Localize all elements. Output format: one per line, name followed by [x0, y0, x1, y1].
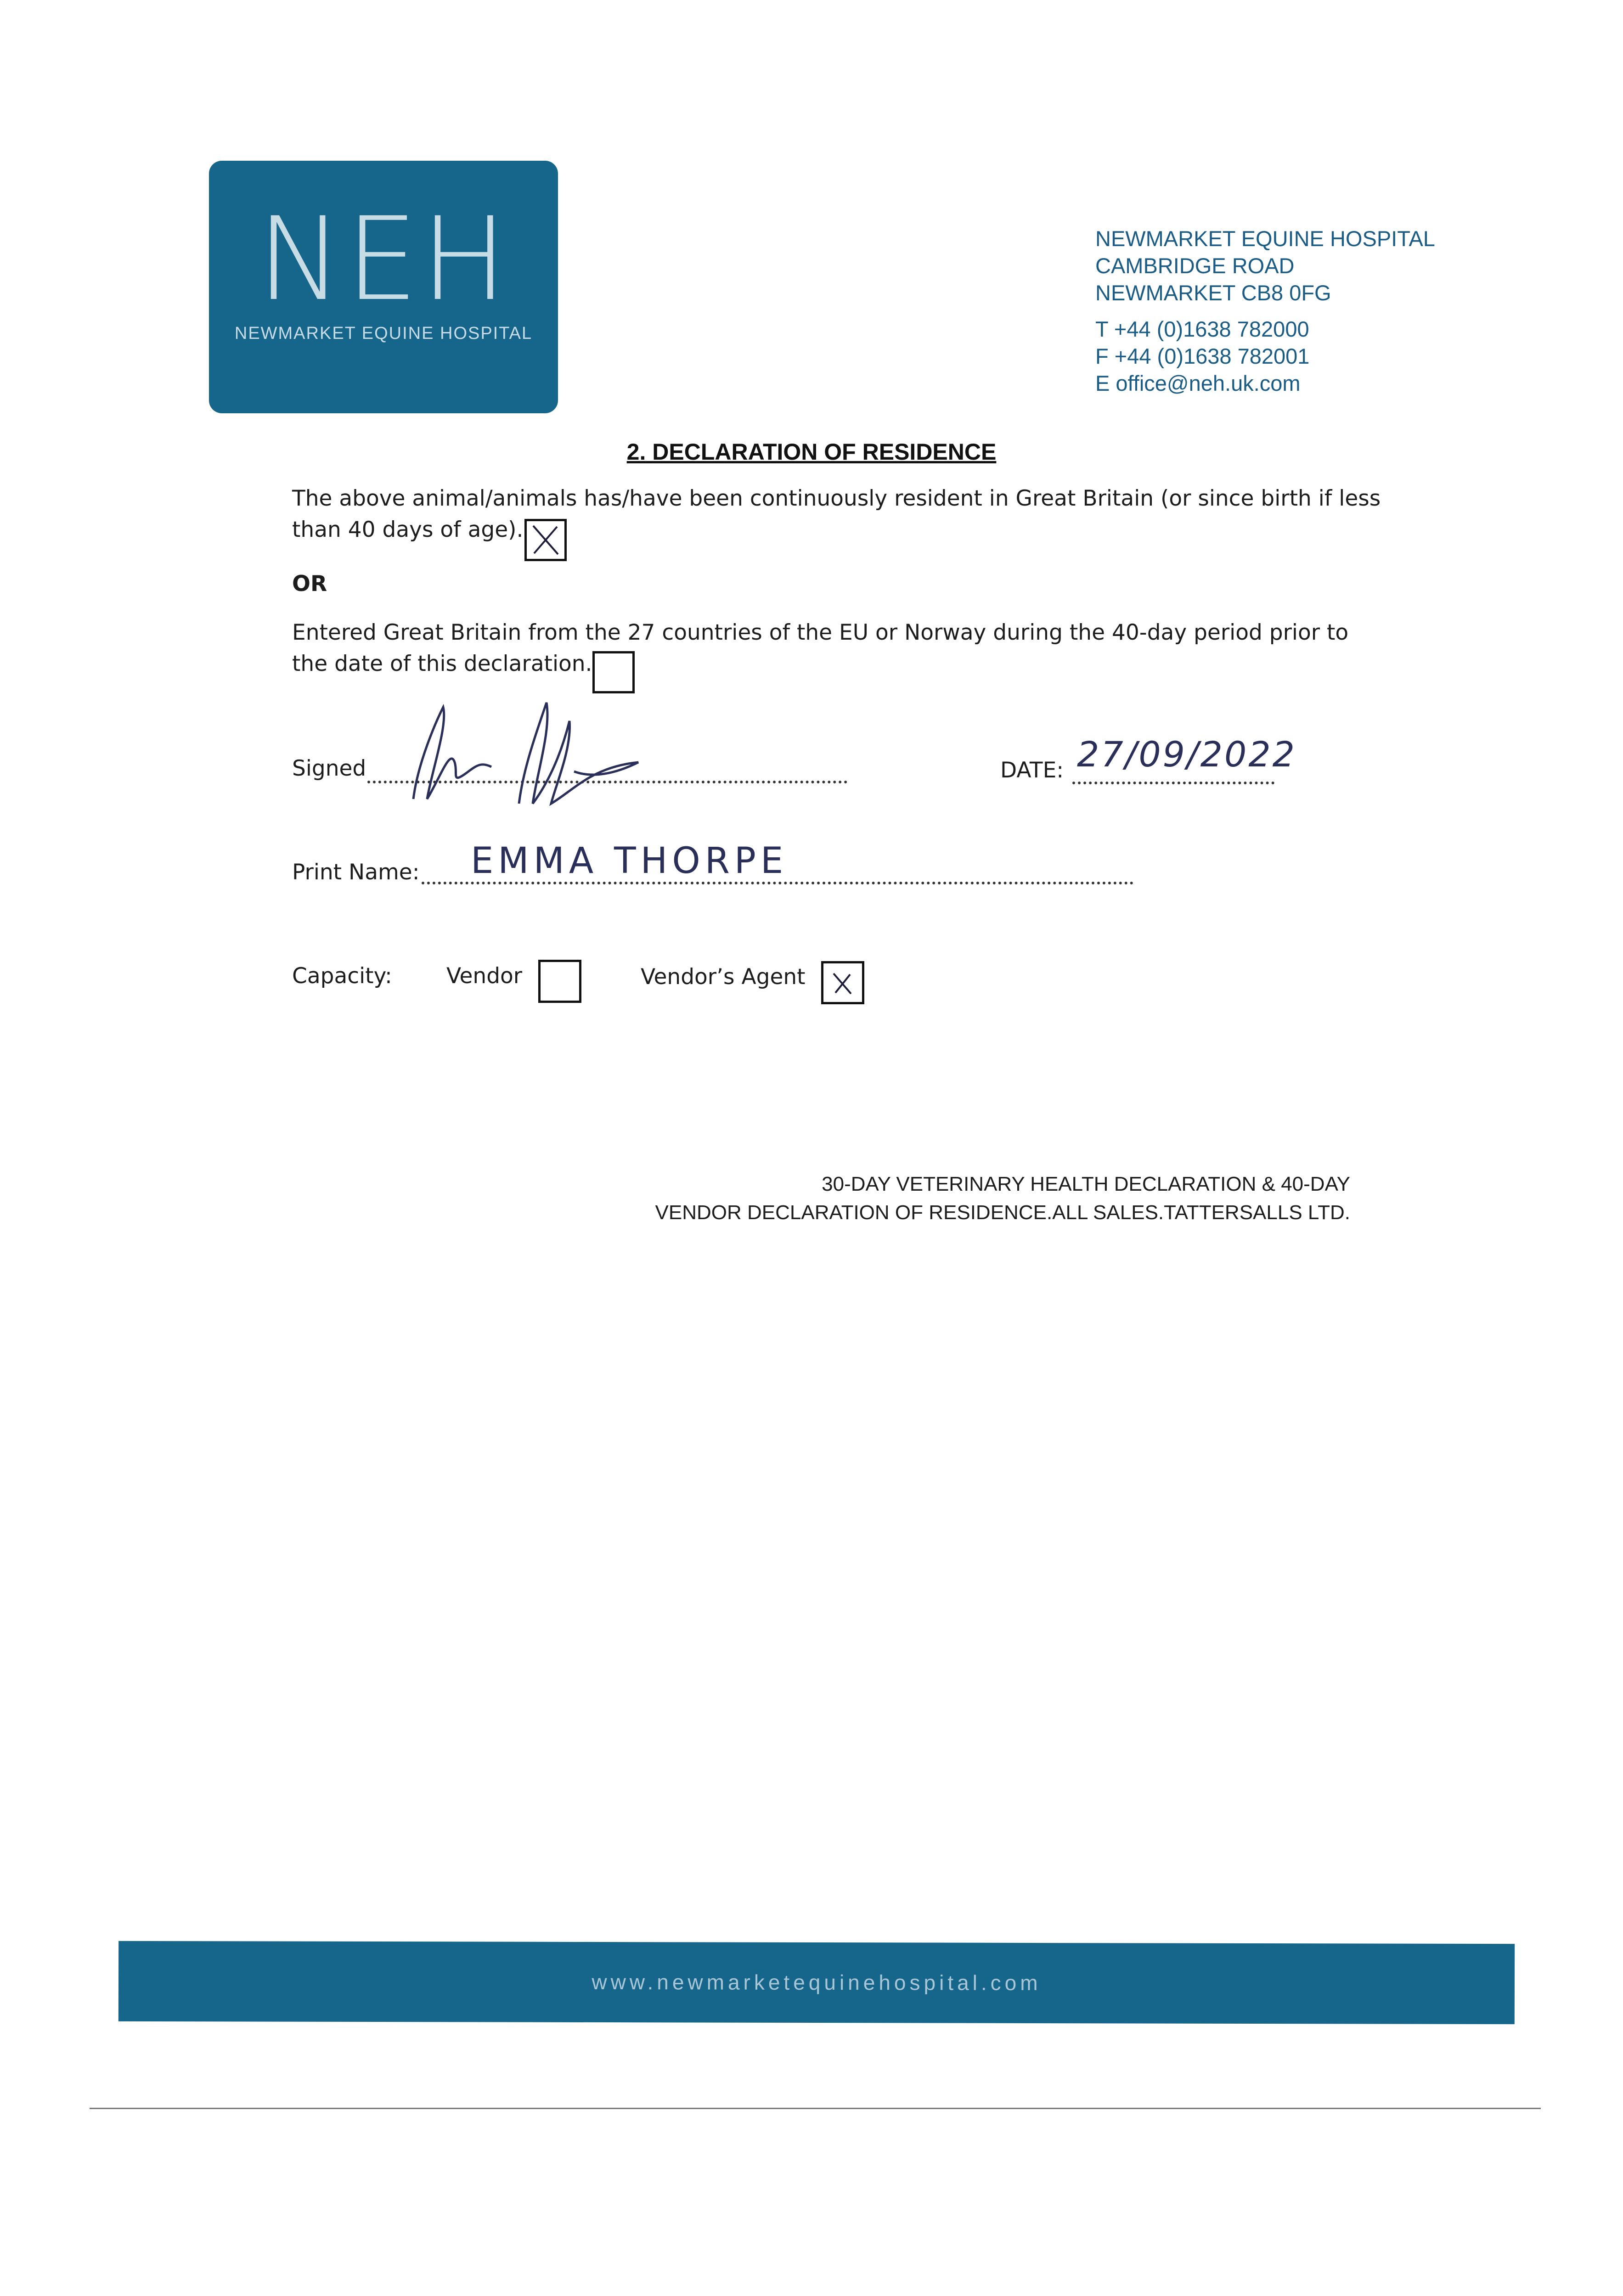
capacity-label: Capacity: [292, 963, 392, 989]
print-name-value: EMMA THORPE [471, 840, 788, 882]
or-label: OR [292, 571, 327, 597]
section-title: 2. DECLARATION OF RESIDENCE [626, 439, 997, 465]
form-reference-line-1: 30-DAY VETERINARY HEALTH DECLARATION & 40-DAY [822, 1173, 1350, 1195]
print-name-label: Print Name: [292, 860, 420, 885]
signed-label: Signed [292, 756, 366, 781]
statement-2-line-2: the date of this declaration. [292, 651, 592, 676]
signature-image [400, 693, 657, 813]
telephone: T +44 (0)1638 782000 [1095, 317, 1309, 341]
website-link[interactable]: www.newmarketequinehospital.com [592, 1970, 1042, 1995]
form-reference-line-2: VENDOR DECLARATION OF RESIDENCE.ALL SALES.TATTERSALLS LTD. [655, 1201, 1350, 1224]
address-line: NEWMARKET EQUINE HOSPITAL [1095, 226, 1435, 251]
checkmark-x-icon [527, 521, 564, 559]
email: E office@neh.uk.com [1095, 371, 1301, 395]
resident-checkbox[interactable] [524, 519, 567, 561]
date-line[interactable] [1072, 776, 1274, 784]
form-reference [655, 1170, 1350, 1227]
footer-bar [118, 1941, 1515, 2024]
vendor-checkbox[interactable] [538, 960, 581, 1003]
statement-1-line-1: The above animal/animals has/have been continuously resident in Great Britain (or since birth if less [292, 486, 1381, 511]
checkmark-x-icon [823, 963, 862, 1002]
page-divider [90, 2108, 1541, 2109]
address-line: NEWMARKET CB8 0FG [1095, 281, 1331, 305]
statement-1-line-2: than 40 days of age). [292, 517, 524, 542]
vendor-agent-label: Vendor’s Agent [641, 964, 806, 990]
hospital-address [1095, 225, 1435, 397]
statement-2-line-1: Entered Great Britain from the 27 countries of the EU or Norway during the 40-day period prior to [292, 620, 1349, 645]
address-line: CAMBRIDGE ROAD [1095, 253, 1295, 278]
vendor-agent-checkbox[interactable] [821, 961, 864, 1004]
date-value: 27/09/2022 [1077, 734, 1297, 775]
fax: F +44 (0)1638 782001 [1095, 344, 1310, 368]
entered-gb-checkbox[interactable] [592, 651, 635, 693]
statement-2 [292, 617, 1348, 680]
vendor-label: Vendor [446, 963, 523, 989]
hospital-logo [209, 161, 558, 413]
date-label: DATE: [1000, 758, 1064, 783]
logo-name: NEWMARKET EQUINE HOSPITAL [234, 324, 533, 343]
logo-mark: NEH [257, 192, 510, 326]
statement-1 [292, 483, 1381, 546]
